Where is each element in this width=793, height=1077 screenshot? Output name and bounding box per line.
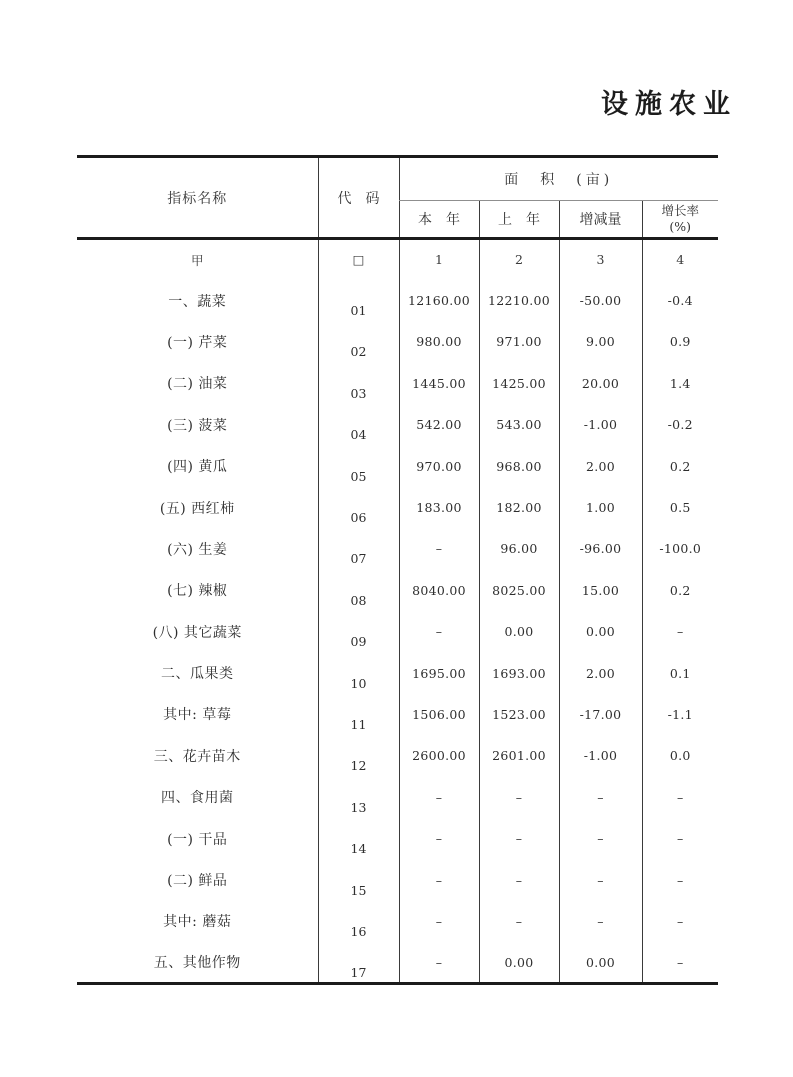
table-body — [77, 239, 718, 984]
table-row — [77, 363, 718, 404]
code-cell: 09 — [318, 611, 399, 652]
code-cell: 15 — [318, 859, 399, 900]
this-year-cell: 1445.00 — [399, 363, 479, 404]
last-year-cell: 0.00 — [479, 942, 559, 983]
growth-rate-cell: 0.5 — [642, 487, 718, 528]
growth-rate-cell: – — [642, 901, 718, 942]
last-year-cell: – — [479, 777, 559, 818]
last-year-cell: – — [479, 859, 559, 900]
this-year-cell: 12160.00 — [399, 280, 479, 321]
change-cell: 15.00 — [559, 570, 642, 611]
header-this-year: 本 年 — [399, 201, 479, 239]
growth-rate-cell: 0.1 — [642, 652, 718, 693]
indicator-name-cell: 二、瓜果类 — [161, 666, 234, 683]
last-year-cell: 182.00 — [479, 487, 559, 528]
this-year-cell: – — [399, 859, 479, 900]
indicator-name-cell: (一) 干品 — [167, 831, 228, 848]
indicator-name-cell: 四、食用菌 — [161, 790, 234, 807]
change-cell: 0.00 — [559, 611, 642, 652]
change-cell: -96.00 — [559, 528, 642, 569]
code-cell: 11 — [318, 694, 399, 735]
growth-rate-cell: – — [642, 777, 718, 818]
code-cell: 16 — [318, 901, 399, 942]
growth-rate-cell: 0.2 — [642, 445, 718, 486]
change-cell: 20.00 — [559, 363, 642, 404]
last-year-cell: 12210.00 — [479, 280, 559, 321]
indicator-name-cell: (六) 生姜 — [167, 541, 228, 558]
code-cell: 02 — [318, 321, 399, 362]
key-col-4-cell: 4 — [642, 239, 718, 280]
this-year-cell: 542.00 — [399, 404, 479, 445]
this-year-cell: 183.00 — [399, 487, 479, 528]
this-year-cell: – — [399, 942, 479, 983]
last-year-cell: – — [479, 901, 559, 942]
table-row — [77, 901, 718, 942]
last-year-cell: 1425.00 — [479, 363, 559, 404]
change-cell: -1.00 — [559, 404, 642, 445]
indicator-name-cell: 五、其他作物 — [153, 955, 241, 972]
growth-rate-cell: -0.2 — [642, 404, 718, 445]
header-area-group: 面 积 (亩) — [399, 157, 718, 201]
growth-rate-cell: – — [642, 611, 718, 652]
change-cell: 9.00 — [559, 321, 642, 362]
header-code: 代 码 — [318, 157, 399, 239]
code-cell: 01 — [318, 280, 399, 321]
key-col-1-cell: 1 — [399, 239, 479, 280]
last-year-cell: 971.00 — [479, 321, 559, 362]
indicator-name-cell: (八) 其它蔬菜 — [152, 624, 242, 641]
code-cell: 10 — [318, 652, 399, 693]
this-year-cell: – — [399, 818, 479, 859]
this-year-cell: – — [399, 611, 479, 652]
change-cell: – — [559, 901, 642, 942]
code-cell: 05 — [318, 445, 399, 486]
table-row — [77, 321, 718, 362]
this-year-cell: 1695.00 — [399, 652, 479, 693]
table-row — [77, 652, 718, 693]
change-cell: -17.00 — [559, 694, 642, 735]
this-year-cell: 980.00 — [399, 321, 479, 362]
header-growth-rate — [642, 201, 718, 239]
code-cell: 12 — [318, 735, 399, 776]
header-indicator-name: 指标名称 — [167, 190, 228, 207]
table-row — [77, 942, 718, 983]
change-cell: 1.00 — [559, 487, 642, 528]
growth-rate-cell: 1.4 — [642, 363, 718, 404]
growth-rate-cell: – — [642, 942, 718, 983]
table-row — [77, 487, 718, 528]
last-year-cell: 968.00 — [479, 445, 559, 486]
change-cell: – — [559, 859, 642, 900]
page-title: 设施农业 — [601, 89, 737, 120]
growth-rate-cell: -0.4 — [642, 280, 718, 321]
code-cell: 13 — [318, 777, 399, 818]
indicator-name-cell: 一、蔬菜 — [168, 293, 227, 310]
code-cell: 07 — [318, 528, 399, 569]
key-col-2-cell: 2 — [479, 239, 559, 280]
indicator-name-cell: 其中: 草莓 — [163, 707, 232, 724]
code-cell: 04 — [318, 404, 399, 445]
facility-agriculture-table — [77, 155, 718, 985]
growth-rate-cell: -1.1 — [642, 694, 718, 735]
this-year-cell: 8040.00 — [399, 570, 479, 611]
last-year-cell: 1693.00 — [479, 652, 559, 693]
last-year-cell: 543.00 — [479, 404, 559, 445]
indicator-name-cell: (五) 西红柿 — [159, 500, 235, 517]
this-year-cell: – — [399, 528, 479, 569]
indicator-name-cell: (一) 芹菜 — [167, 334, 228, 351]
this-year-cell: 970.00 — [399, 445, 479, 486]
change-cell: – — [559, 818, 642, 859]
this-year-cell: 2600.00 — [399, 735, 479, 776]
key-indicator-cell: 甲 — [190, 252, 204, 268]
table-row — [77, 818, 718, 859]
table-row — [77, 280, 718, 321]
last-year-cell: 0.00 — [479, 611, 559, 652]
indicator-name-cell: (四) 黄瓜 — [167, 459, 228, 476]
table-row — [77, 404, 718, 445]
indicator-name-cell: 其中: 蘑菇 — [163, 914, 232, 931]
code-cell: 03 — [318, 363, 399, 404]
table-row — [77, 735, 718, 776]
change-cell: 2.00 — [559, 652, 642, 693]
column-key-row — [77, 239, 718, 280]
last-year-cell: 8025.00 — [479, 570, 559, 611]
growth-rate-cell: 0.2 — [642, 570, 718, 611]
growth-rate-cell: – — [642, 859, 718, 900]
code-cell: 06 — [318, 487, 399, 528]
header-growth-rate-line1: 增长率 — [661, 203, 699, 219]
change-cell: 0.00 — [559, 942, 642, 983]
this-year-cell: – — [399, 777, 479, 818]
growth-rate-cell: -100.0 — [642, 528, 718, 569]
change-cell: – — [559, 777, 642, 818]
header-growth-rate-line2: (%) — [669, 219, 692, 234]
this-year-cell: – — [399, 901, 479, 942]
last-year-cell: 96.00 — [479, 528, 559, 569]
key-col-3-cell: 3 — [559, 239, 642, 280]
code-cell: 14 — [318, 818, 399, 859]
table-row — [77, 694, 718, 735]
change-cell: -50.00 — [559, 280, 642, 321]
code-cell: 17 — [318, 942, 399, 983]
header-last-year: 上 年 — [479, 201, 559, 239]
table-row — [77, 777, 718, 818]
last-year-cell: – — [479, 818, 559, 859]
table-row — [77, 528, 718, 569]
code-cell: 08 — [318, 570, 399, 611]
table-row — [77, 570, 718, 611]
last-year-cell: 1523.00 — [479, 694, 559, 735]
header-change: 增减量 — [559, 201, 642, 239]
last-year-cell: 2601.00 — [479, 735, 559, 776]
indicator-name-cell: 三、花卉苗木 — [153, 748, 241, 765]
indicator-name-cell: (二) 鲜品 — [167, 873, 228, 890]
key-code-cell: □ — [318, 239, 399, 280]
growth-rate-cell: – — [642, 818, 718, 859]
indicator-name-cell: (七) 辣椒 — [167, 583, 228, 600]
table-header — [77, 157, 718, 239]
table-row — [77, 611, 718, 652]
table-row — [77, 859, 718, 900]
this-year-cell: 1506.00 — [399, 694, 479, 735]
table-row — [77, 445, 718, 486]
change-cell: -1.00 — [559, 735, 642, 776]
growth-rate-cell: 0.9 — [642, 321, 718, 362]
change-cell: 2.00 — [559, 445, 642, 486]
growth-rate-cell: 0.0 — [642, 735, 718, 776]
indicator-name-cell: (二) 油菜 — [167, 376, 228, 393]
indicator-name-cell: (三) 菠菜 — [167, 417, 228, 434]
